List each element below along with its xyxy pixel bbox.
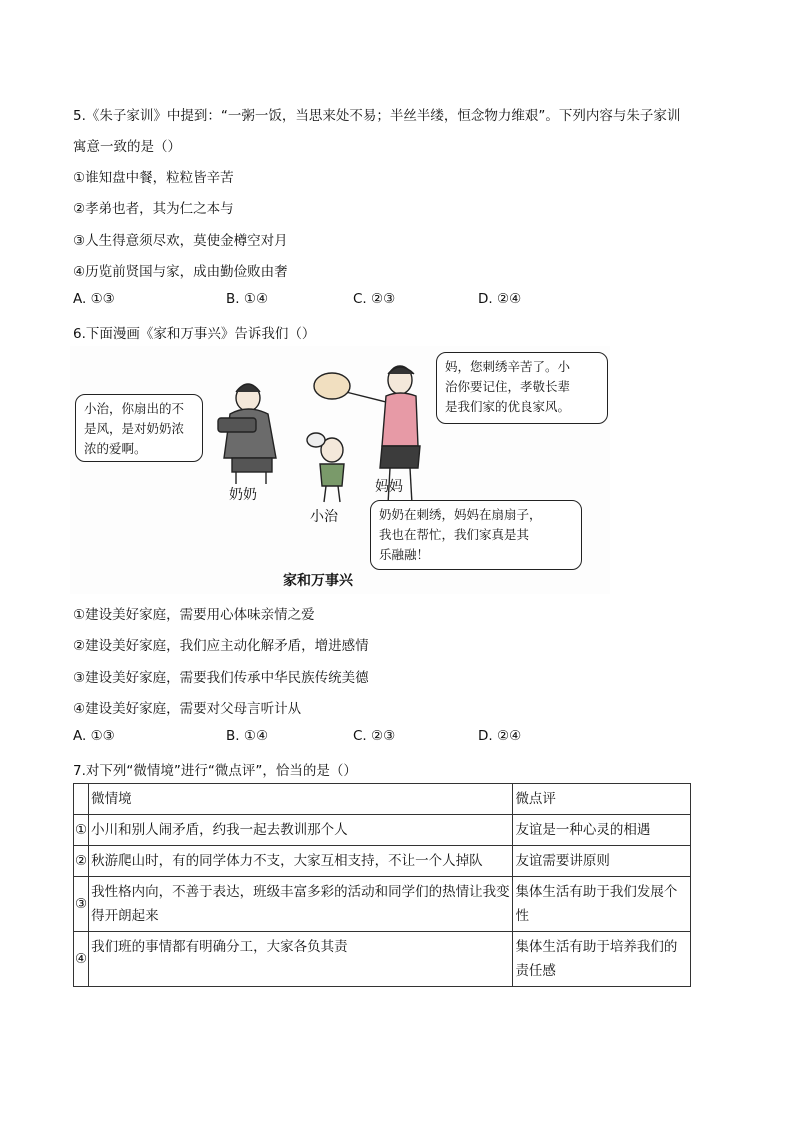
q5-option-b[interactable]: B. ①④ — [226, 291, 269, 307]
bubble-child-line: 乐融融！ — [379, 547, 430, 562]
table-row — [74, 932, 691, 987]
row-situation: 我性格内向，不善于表达，班级丰富多彩的活动和同学们的热情让我变得开朗起来 — [89, 877, 513, 932]
speech-bubble-grandma — [75, 394, 203, 462]
q6-option-d[interactable]: D. ②④ — [478, 728, 522, 744]
q5-item-1: ①谁知盘中餐，粒粒皆辛苦 — [73, 170, 234, 186]
q5-stem-line1: 5.《朱子家训》中提到：“一粥一饭，当思来处不易；半丝半缕，恒念物力维艰”。下列内容与朱子家训 — [73, 108, 681, 124]
q5-option-a[interactable]: A. ①③ — [73, 291, 115, 307]
q6-item-4: ④建设美好家庭，需要对父母言听计从 — [73, 701, 302, 717]
comic-illustration — [70, 346, 610, 594]
row-number: ② — [74, 846, 89, 877]
bubble-child-line: 奶奶在刺绣，妈妈在扇扇子， — [379, 507, 542, 522]
bubble-child-line: 我也在帮忙，我们家真是其 — [379, 527, 530, 542]
q6-option-a[interactable]: A. ①③ — [73, 728, 115, 744]
grandma-figure — [218, 384, 276, 484]
q5-item-4: ④历览前贤国与家，成由勤俭败由奢 — [73, 264, 288, 280]
row-comment: 友谊是一种心灵的相遇 — [513, 815, 691, 846]
table-header-num — [74, 784, 89, 815]
table-header-comment: 微点评 — [513, 784, 691, 815]
q6-option-b[interactable]: B. ①④ — [226, 728, 269, 744]
table-header-situation: 微情境 — [89, 784, 513, 815]
row-situation: 小川和别人闹矛盾，约我一起去教训那个人 — [89, 815, 513, 846]
q6-item-1: ①建设美好家庭，需要用心体味亲情之爱 — [73, 607, 315, 623]
q6-option-c[interactable]: C. ②③ — [353, 728, 396, 744]
table-row — [74, 877, 691, 932]
q6-item-3: ③建设美好家庭，需要我们传承中华民族传统美德 — [73, 670, 369, 686]
row-situation: 秋游爬山时，有的同学体力不支，大家互相支持，不让一个人掉队 — [89, 846, 513, 877]
q6-options — [73, 728, 713, 748]
speech-bubble-child — [370, 500, 582, 570]
bubble-grandma-line: 小治，你扇出的不 — [84, 401, 185, 416]
comic-title: 家和万事兴 — [283, 573, 353, 589]
table-header-row — [74, 784, 691, 815]
q5-stem-line2: 寓意一致的是（） — [73, 139, 181, 155]
speech-bubble-mom — [436, 352, 608, 424]
row-comment: 集体生活有助于我们发展个性 — [513, 877, 691, 932]
bubble-grandma-line: 浓的爱啊。 — [84, 441, 147, 456]
bubble-grandma-line: 是风，是对奶奶浓 — [84, 421, 185, 436]
bubble-mom-line: 是我们家的优良家风。 — [445, 399, 571, 414]
row-comment: 集体生活有助于培养我们的责任感 — [513, 932, 691, 987]
q5-options — [73, 291, 713, 311]
label-mom: 妈妈 — [375, 479, 403, 495]
child-figure — [307, 433, 344, 502]
q7-stem: 7.对下列“微情境”进行“微点评”，恰当的是（） — [73, 763, 357, 779]
row-comment: 友谊需要讲原则 — [513, 846, 691, 877]
q5-item-3: ③人生得意须尽欢，莫使金樽空对月 — [73, 233, 288, 249]
q6-item-2: ②建设美好家庭，我们应主动化解矛盾，增进感情 — [73, 638, 369, 654]
label-child: 小治 — [310, 509, 338, 525]
row-number: ④ — [74, 932, 89, 987]
row-number: ③ — [74, 877, 89, 932]
q5-option-d[interactable]: D. ②④ — [478, 291, 522, 307]
bubble-mom-line: 妈，您刺绣辛苦了。小 — [445, 359, 571, 374]
bubble-mom-line: 治你要记住，孝敬长辈 — [445, 379, 571, 394]
row-situation: 我们班的事情都有明确分工，大家各负其责 — [89, 932, 513, 987]
table-row — [74, 846, 691, 877]
row-number: ① — [74, 815, 89, 846]
table-row — [74, 815, 691, 846]
q6-stem: 6.下面漫画《家和万事兴》告诉我们（） — [73, 326, 316, 342]
label-grandma: 奶奶 — [229, 487, 257, 503]
q5-option-c[interactable]: C. ②③ — [353, 291, 396, 307]
q5-item-2: ②孝弟也者，其为仁之本与 — [73, 201, 234, 217]
q7-table — [73, 783, 691, 987]
